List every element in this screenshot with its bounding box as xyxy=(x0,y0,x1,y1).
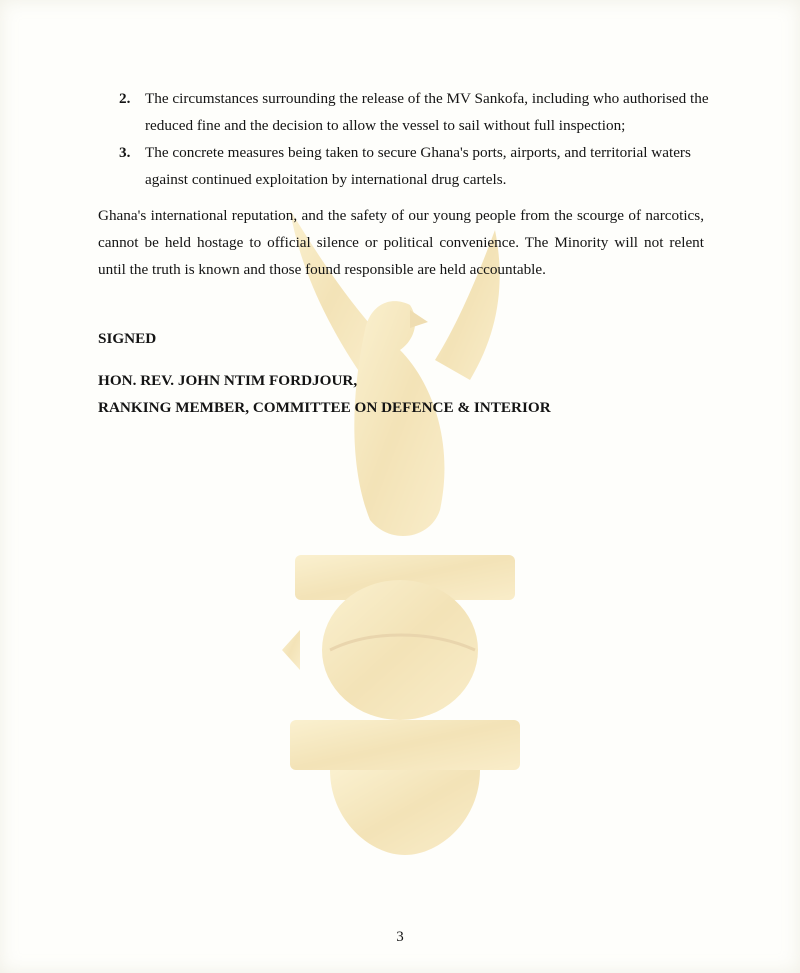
list-item-text: The concrete measures being taken to secure Ghana's ports, airports, and territorial waters against continued exploitation by international drug cartels. xyxy=(145,144,691,188)
signature-block xyxy=(98,367,551,421)
list-item-number: 2. xyxy=(119,90,131,107)
signatory-title: RANKING MEMBER, COMMITTEE ON DEFENCE & INTERIOR xyxy=(98,399,551,416)
list-item-text: The circumstances surrounding the release of the MV Sankofa, including who authorised the reduced fine and the decision to allow the vessel to sail without full inspection; xyxy=(145,90,709,134)
closing-paragraph: Ghana's international reputation, and the safety of our young people from the scourge of narcotics, cannot be held hostage to official silence or political convenience. The Minority will not relent until the truth is known and those found responsible are held accountable. xyxy=(98,207,704,278)
signed-label: SIGNED xyxy=(98,330,157,347)
page-number: 3 xyxy=(396,929,404,945)
list-item-number: 3. xyxy=(119,144,131,161)
signatory-name: HON. REV. JOHN NTIM FORDJOUR, xyxy=(98,372,358,389)
